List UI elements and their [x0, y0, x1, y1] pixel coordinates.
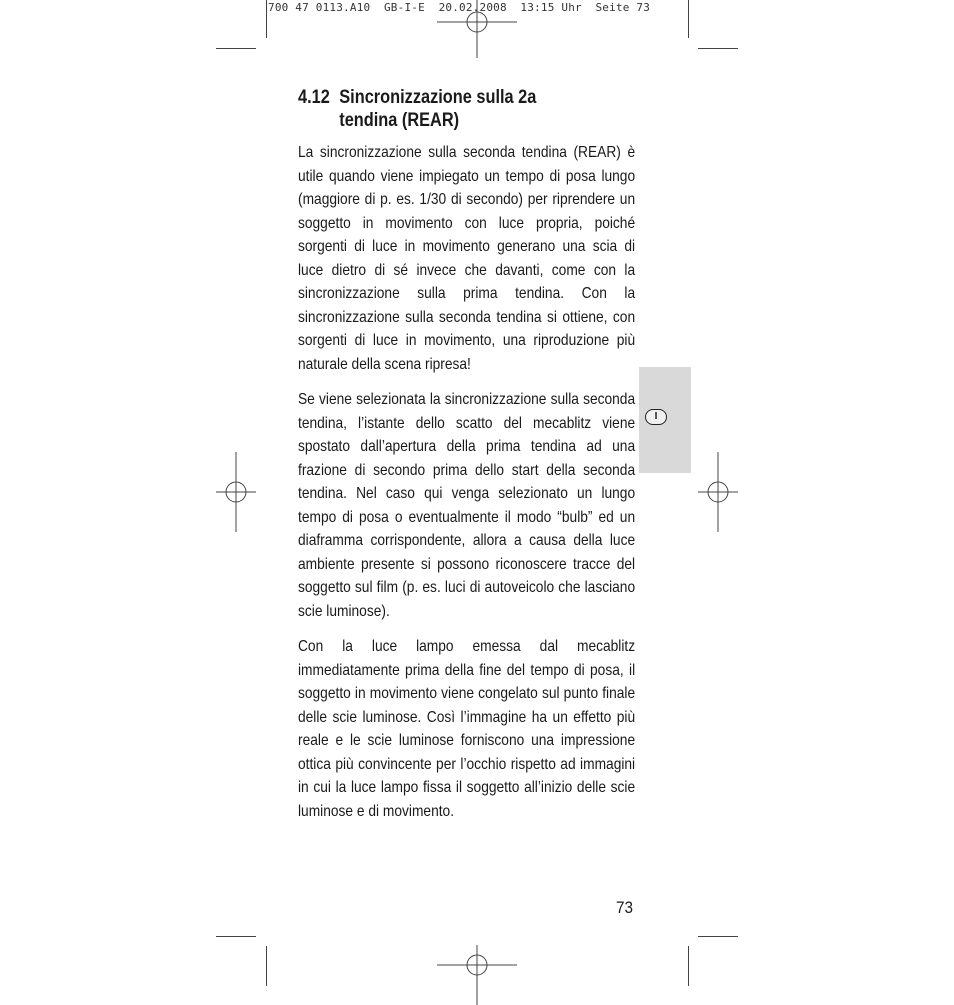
registration-mark-top-icon: [437, 0, 517, 62]
section-number: 4.12: [298, 87, 330, 108]
language-tab: [639, 367, 691, 473]
paragraph: La sincronizzazione sulla seconda tendina (REAR) è utile quando viene impiegato un tempo di posa lungo (maggiore di p. es. 1/30 di secondo) per riprendere un soggetto in movimento con luce propria, poiché sorgenti di luce in movimento generano una scia di luce dietro di sé invece che davanti, come con la sincronizzazione sulla prima tendina. Con la sincronizzazione sulla seconda tendina si ottiene, con sorgenti di luce in movimento, una riproduzione più naturale della scena ripresa!: [298, 144, 636, 373]
crop-mark-top-right-vertical: [688, 0, 689, 38]
section-title: Sincronizzazione sulla 2a tendina (REAR): [339, 87, 537, 131]
body-text: [298, 141, 635, 823]
print-slug: 700 47 0113.A10 GB-I-E 20.02.2008 13:15 Uhr Seite 73: [268, 1, 651, 14]
crop-mark-bottom-right-vertical: [688, 946, 689, 986]
language-tab-label: I: [645, 409, 667, 425]
crop-mark-top-left-vertical: [266, 0, 267, 38]
registration-mark-bottom-icon: [437, 925, 517, 1005]
crop-mark-bottom-left-vertical: [266, 946, 267, 986]
section-heading: [298, 86, 590, 132]
paragraph: Con la luce lampo emessa dal mecablitz immediatamente prima della fine del tempo di posa, il soggetto in movimento viene congelato sul punto finale delle scie luminose. Così l’immagine ha un effetto più reale e le scie luminose forniscono una impressione ottica più convincente per l’occhio rispetto ad immagini in cui la luce lampo fissa il soggetto all’inizio delle scie luminose e di movimento.: [298, 638, 636, 820]
paragraph: Se viene selezionata la sincronizzazione sulla seconda tendina, l’istante dello scatto del mecablitz viene spostato dall’apertura della prima tendina ad una frazione di secondo prima dello start della seconda tendina. Nel caso qui venga selezionato un lungo tempo di posa o eventualmente il modo “bulb” ed un diaframma corrispondente, allora a causa della luce ambiente presente si possono riconoscere tracce del soggetto sul film (p. es. luci di autoveicolo che lasciano scie luminose).: [298, 391, 636, 620]
crop-mark-bottom-left-horizontal: [216, 936, 256, 937]
page-number: 73: [616, 898, 634, 917]
crop-mark-top-left-horizontal: [216, 48, 256, 49]
crop-mark-top-right-horizontal: [698, 48, 738, 49]
crop-mark-bottom-right-horizontal: [698, 936, 738, 937]
registration-mark-left-icon: [196, 452, 276, 532]
